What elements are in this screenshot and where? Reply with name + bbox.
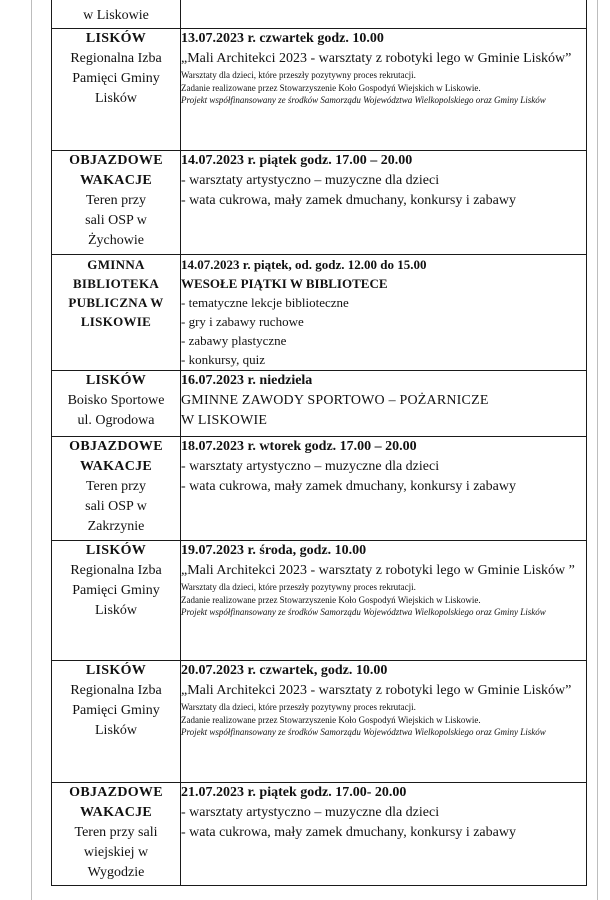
event-date: 21.07.2023 r. piątek godz. 17.00- 20.00 xyxy=(181,785,407,800)
location-title: WAKACJE xyxy=(79,459,153,474)
event-note: Zadanie realizowane przez Stowarzyszenie Koło Gospodyń Wiejskich w Liskowie. xyxy=(181,714,481,725)
location-line: Lisków xyxy=(95,723,137,738)
location-title: WAKACJE xyxy=(79,173,153,188)
location-line: Wygodzie xyxy=(87,865,145,880)
event-note: Warsztaty dla dzieci, które przeszły pozytywny proces rekrutacji. xyxy=(181,582,416,592)
event-item: - warsztaty artystyczno – muzyczne dla dzieci xyxy=(181,459,440,474)
table-row xyxy=(52,541,587,661)
location-line: Lisków xyxy=(95,91,137,106)
funding-note: Projekt współfinansowany ze środków Samorządu Województwa Wielkopolskiego oraz Gminy Lisków xyxy=(181,95,546,105)
event-note: Zadanie realizowane przez Stowarzyszenie Koło Gospodyń Wiejskich w Liskowie. xyxy=(181,594,481,605)
table-row xyxy=(52,255,587,371)
location-title: OBJAZDOWE xyxy=(69,153,163,168)
table-row xyxy=(52,29,587,151)
event-item: - warsztaty artystyczno – muzyczne dla dzieci xyxy=(181,173,440,188)
location-cell xyxy=(52,783,181,886)
event-item: - warsztaty artystyczno – muzyczne dla dzieci xyxy=(181,805,440,820)
location-title: LISKÓW xyxy=(85,543,147,558)
event-item: - zabawy plastyczne xyxy=(181,333,287,348)
event-description: W LISKOWIE xyxy=(181,413,268,428)
event-cell xyxy=(181,371,587,437)
location-title: BIBLIOTEKA xyxy=(72,276,160,291)
location-cell xyxy=(52,437,181,541)
event-description: GMINNE ZAWODY SPORTOWO – POŻARNICZE xyxy=(181,393,489,408)
location-line: Pamięci Gminy xyxy=(72,703,160,718)
location-cell xyxy=(52,371,181,437)
location-cell xyxy=(52,255,181,371)
event-description: „Mali Architekci 2023 - warsztaty z robotyki lego w Gminie Lisków” xyxy=(181,51,572,66)
event-cell xyxy=(181,255,587,371)
table-row xyxy=(52,151,587,255)
table-row xyxy=(52,437,587,541)
event-item: - tematyczne lekcje biblioteczne xyxy=(181,295,349,310)
funding-note: Projekt współfinansowany ze środków Samorządu Województwa Wielkopolskiego oraz Gminy Lisków xyxy=(181,727,546,737)
table-row xyxy=(52,783,587,886)
location-line: Zakrzynie xyxy=(87,519,145,534)
event-subtitle: WESOŁE PIĄTKI W BIBLIOTECE xyxy=(181,276,388,291)
location-cell xyxy=(52,29,181,151)
event-note: Warsztaty dla dzieci, które przeszły pozytywny proces rekrutacji. xyxy=(181,70,416,80)
event-item: - wata cukrowa, mały zamek dmuchany, konkursy i zabawy xyxy=(181,193,516,208)
event-note: Warsztaty dla dzieci, które przeszły pozytywny proces rekrutacji. xyxy=(181,702,416,712)
location-line: sali OSP w xyxy=(85,499,147,514)
location-title: LISKÓW xyxy=(85,663,147,678)
event-date: 14.07.2023 r. piątek, od. godz. 12.00 do 15.00 xyxy=(181,257,427,272)
event-cell xyxy=(181,151,587,255)
location-line: wiejskiej w xyxy=(83,845,149,860)
event-cell xyxy=(181,0,587,29)
event-cell xyxy=(181,437,587,541)
location-line: Boisko Sportowe xyxy=(67,393,165,408)
event-date: 18.07.2023 r. wtorek godz. 17.00 – 20.00 xyxy=(181,439,417,454)
event-date: 19.07.2023 r. środa, godz. 10.00 xyxy=(181,543,367,558)
page-margin-line-left xyxy=(31,0,32,900)
location-line: Teren przy xyxy=(85,193,147,208)
event-date: 16.07.2023 r. niedziela xyxy=(181,373,313,388)
table-row xyxy=(52,371,587,437)
event-cell xyxy=(181,29,587,151)
location-title: PUBLICZNA W xyxy=(68,295,164,310)
page-margin-line-right xyxy=(597,0,598,900)
location-line: Regionalna Izba xyxy=(70,51,162,66)
table-row xyxy=(52,0,587,29)
location-line: sali OSP w xyxy=(85,213,147,228)
location-title: LISKÓW xyxy=(85,373,147,388)
location-line: Pamięci Gminy xyxy=(72,71,160,86)
event-cell xyxy=(181,783,587,886)
location-cell xyxy=(52,661,181,783)
event-schedule-table xyxy=(51,0,587,886)
location-title: LISKÓW xyxy=(85,31,147,46)
location-line: w Liskowie xyxy=(83,8,149,23)
event-date: 13.07.2023 r. czwartek godz. 10.00 xyxy=(181,31,384,46)
event-date: 14.07.2023 r. piątek godz. 17.00 – 20.00 xyxy=(181,153,413,168)
location-line: Regionalna Izba xyxy=(70,563,162,578)
table-row xyxy=(52,661,587,783)
location-line: Lisków xyxy=(95,603,137,618)
location-line: Regionalna Izba xyxy=(70,683,162,698)
event-cell xyxy=(181,541,587,661)
event-item: - gry i zabawy ruchowe xyxy=(181,314,304,329)
location-title: WAKACJE xyxy=(79,805,153,820)
location-title: LISKOWIE xyxy=(80,314,152,329)
location-title: OBJAZDOWE xyxy=(69,439,163,454)
location-line: Teren przy xyxy=(85,479,147,494)
location-title: GMINNA xyxy=(87,257,145,272)
location-cell xyxy=(52,0,181,29)
location-title: OBJAZDOWE xyxy=(69,785,163,800)
event-description: „Mali Architekci 2023 - warsztaty z robotyki lego w Gminie Lisków ” xyxy=(181,563,575,578)
funding-note: Projekt współfinansowany ze środków Samorządu Województwa Wielkopolskiego oraz Gminy Lisków xyxy=(181,607,546,617)
location-cell xyxy=(52,541,181,661)
event-item: - konkursy, quiz xyxy=(181,352,266,367)
event-description: „Mali Architekci 2023 - warsztaty z robotyki lego w Gminie Lisków” xyxy=(181,683,572,698)
event-note: Zadanie realizowane przez Stowarzyszenie Koło Gospodyń Wiejskich w Liskowie. xyxy=(181,82,481,93)
location-line: ul. Ogrodowa xyxy=(77,413,155,428)
location-line: Pamięci Gminy xyxy=(72,583,160,598)
event-item: - wata cukrowa, mały zamek dmuchany, konkursy i zabawy xyxy=(181,825,516,840)
location-line: Teren przy sali xyxy=(74,825,158,840)
event-cell xyxy=(181,661,587,783)
location-line: Żychowie xyxy=(88,233,144,248)
event-date: 20.07.2023 r. czwartek, godz. 10.00 xyxy=(181,663,388,678)
location-cell xyxy=(52,151,181,255)
event-item: - wata cukrowa, mały zamek dmuchany, konkursy i zabawy xyxy=(181,479,516,494)
